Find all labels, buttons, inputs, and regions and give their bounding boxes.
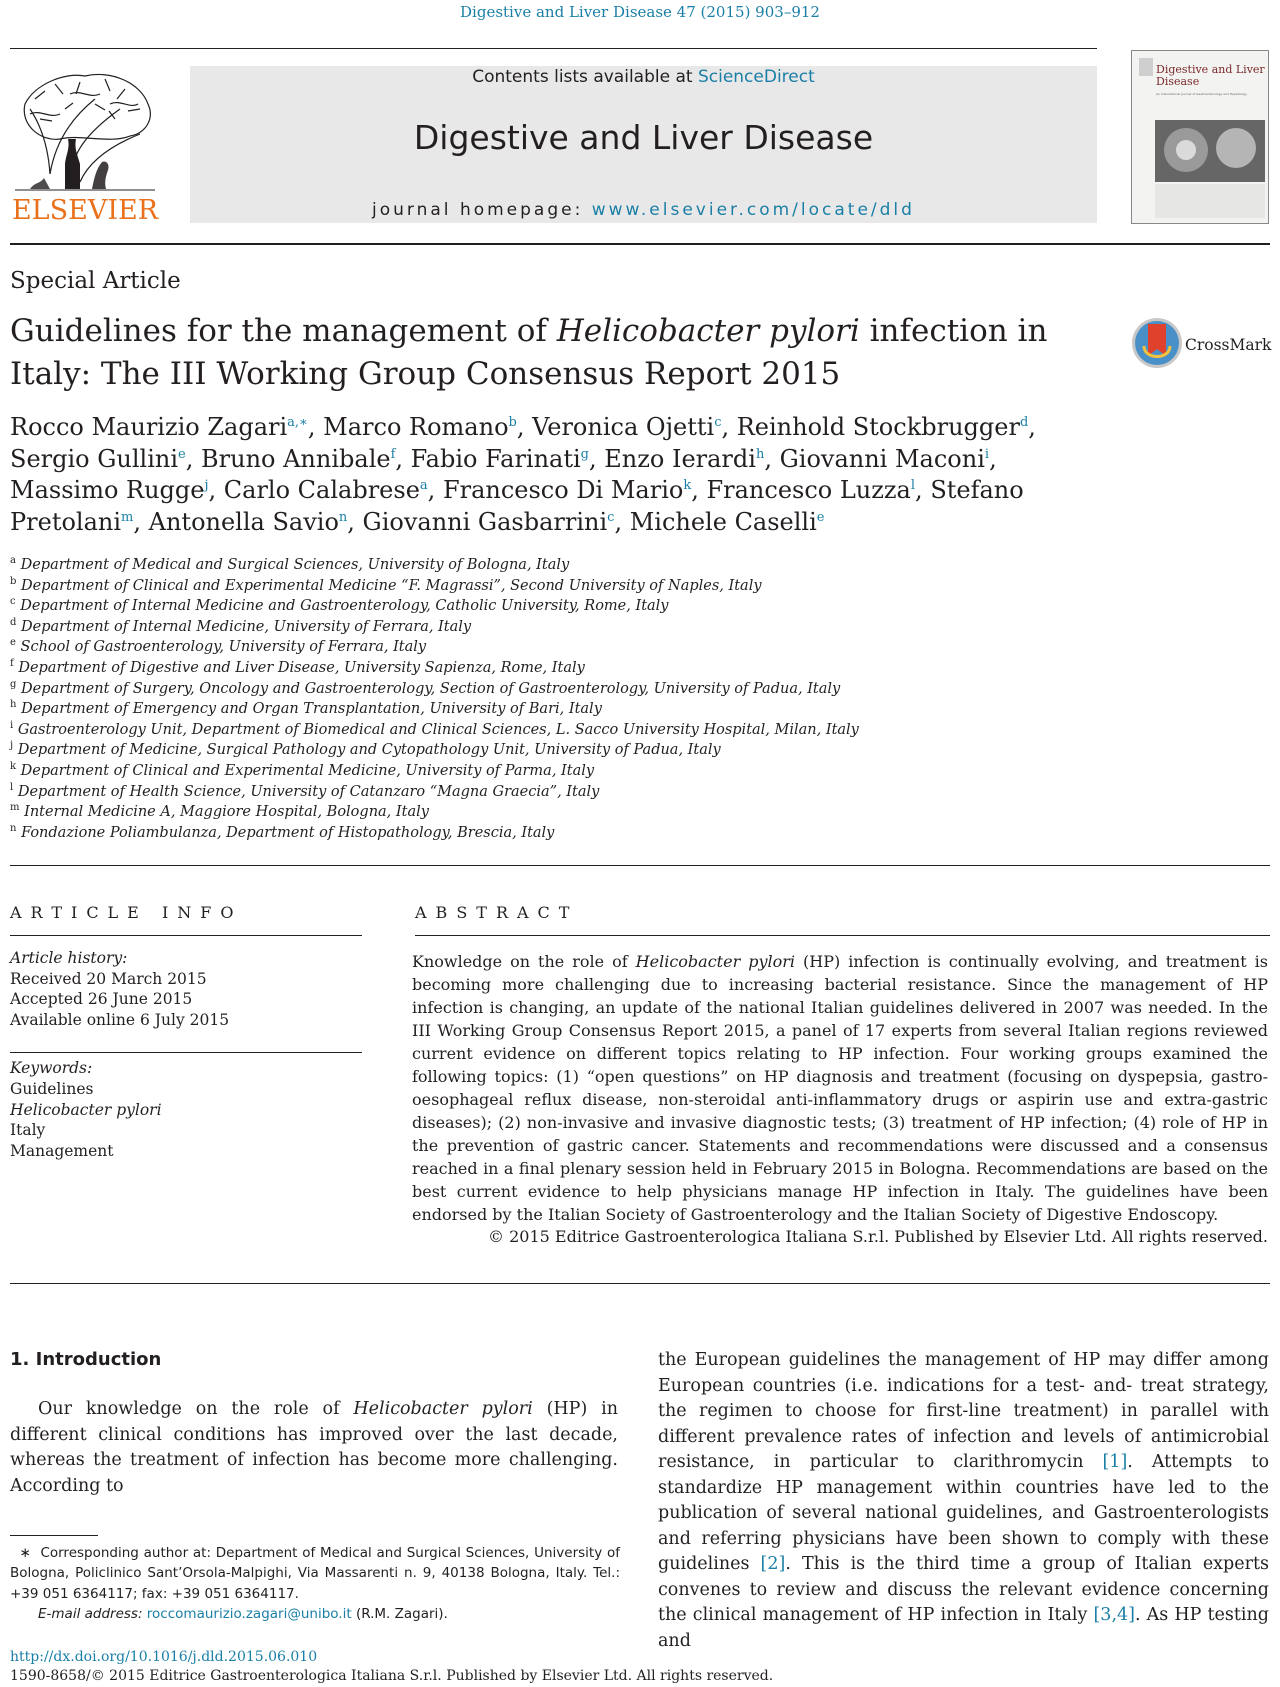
affiliation-text: Department of Medicine, Surgical Pathology and Cytopathology Unit, University of Padua, Italy (17, 742, 721, 759)
accepted-date: Accepted 26 June 2015 (10, 990, 193, 1008)
author-separator: , (395, 444, 411, 473)
author-affiliation-marker[interactable]: l (910, 478, 916, 493)
article-title: Guidelines for the management of Helicobacter pylori infection in Italy: The III Working Group Consensus Report 2015 (10, 313, 1048, 392)
author-separator: , (208, 476, 224, 504)
homepage-line: journal homepage: www.elsevier.com/locate/dld (372, 200, 915, 220)
author-affiliation-marker[interactable]: f (390, 446, 396, 462)
author-affiliation-marker[interactable]: k (683, 478, 692, 493)
sciencedirect-link[interactable]: ScienceDirect (697, 67, 815, 87)
affiliation-text: Internal Medicine A, Maggiore Hospital, Bologna, Italy (24, 804, 429, 821)
footnote-marker: ∗ (19, 1545, 31, 1561)
affiliation-item (10, 720, 1010, 741)
reference-link[interactable]: [1] (1102, 1452, 1128, 1472)
abstract-text: Knowledge on the role of Helicobacter pylori (HP) infection is continually evolving, and treatment is becoming more challenging due to increasing bacterial resistance. Since the management of HP infection is changing, an update of the national Italian guidelines delivered in 2007 was needed. In the III Working Group Consensus Report 2015, a panel of 17 experts from several Italian regions reviewed current evidence on different topics relating to HP infection. Four working groups examined the following topics: (1) “open questions” on HP diagnosis and treatment (focusing on dyspepsia, gastro-oesophageal reflux disease, non-steroidal anti-inflammatory drugs or aspirin use and extra-gastric diseases); (2) non-invasive and invasive diagnostic tests; (3) treatment of HP infection; (4) role of HP in the prevention of gastric cancer. Statements and recommendations were discussed and a consensus reached in a final plenary session held in February 2015 in Bologna. Recommendations are based on the best current evidence to help physicians manage HP infection in Italy. The guidelines have been endorsed by the Italian Society of Gastroenterology and the Italian Society of Digestive Endoscopy. (412, 952, 1268, 1224)
reference-link[interactable]: [2] (760, 1554, 786, 1574)
author-affiliation-marker[interactable]: e (816, 509, 825, 525)
crossmark-label: CrossMark (1185, 336, 1272, 354)
affiliation-text: Department of Clinical and Experimental Medicine “F. Magrassi”, Second University of Naples, Italy (21, 577, 762, 594)
abstract-copyright: © 2015 Editrice Gastroenterologica Italiana S.r.l. Published by Elsevier Ltd. All rights reserved. (488, 1227, 1268, 1246)
author-name[interactable]: Enzo Ierardi (604, 444, 756, 473)
author-affiliation-marker[interactable]: g (580, 446, 589, 462)
crossmark-badge[interactable] (1130, 316, 1275, 371)
affiliation-item (10, 576, 1010, 597)
author-separator: , (589, 444, 605, 473)
affiliation-text: Fondazione Poliambulanza, Department of Histopathology, Brescia, Italy (21, 824, 555, 841)
affiliation-item (10, 823, 1010, 844)
affiliation-key: h (10, 699, 17, 711)
affiliation-item (10, 555, 1010, 576)
affiliation-key: k (10, 761, 17, 773)
author-list (10, 412, 1110, 538)
affiliation-text: Department of Health Science, University of Catanzaro “Magna Graecia”, Italy (17, 783, 600, 800)
keywords-divider (10, 1052, 362, 1053)
author-name[interactable]: Fabio Farinati (410, 444, 581, 473)
author-affiliation-marker[interactable]: d (1019, 415, 1029, 430)
author-affiliation-marker[interactable]: n (338, 509, 348, 525)
article-info-heading: ARTICLE INFO (10, 903, 243, 922)
keyword: Guidelines (10, 1079, 94, 1098)
author-affiliation-marker[interactable]: j (204, 478, 209, 493)
affiliation-key: a (10, 555, 16, 567)
introduction-heading: 1. Introduction (10, 1349, 162, 1370)
author-affiliation-marker[interactable]: e (178, 446, 186, 462)
author-affiliation-marker[interactable]: c (607, 509, 615, 525)
journal-citation[interactable]: Digestive and Liver Disease 47 (2015) 903–912 (460, 3, 820, 21)
author-name[interactable]: Stefano Pretolani (10, 476, 1024, 536)
affiliation-key: c (10, 596, 16, 608)
article-history: Article history: Received 20 March 2015 Accepted 26 June 2015 Available online 6 July 2015 (10, 948, 330, 1030)
author-affiliation-marker[interactable]: c (714, 415, 722, 430)
affiliation-item (10, 679, 1010, 700)
author-name[interactable]: Sergio Gullini (10, 444, 179, 473)
author-name[interactable]: Bruno Annibale (201, 444, 391, 473)
affiliation-item (10, 596, 1010, 617)
reference-link[interactable]: [3,4] (1093, 1605, 1135, 1625)
author-separator: , (185, 444, 201, 473)
affiliation-key: g (10, 678, 17, 690)
cover-subtitle: An International Journal of Gastroenterology and Hepatology (1156, 92, 1247, 96)
affiliation-list (10, 555, 1010, 843)
affiliation-item (10, 658, 1010, 679)
affiliation-item (10, 802, 1010, 823)
affiliation-key: m (10, 802, 20, 814)
affiliation-text: Department of Internal Medicine and Gastroenterology, Catholic University, Rome, Italy (20, 598, 669, 615)
cover-title: Digestive and Liver Disease (1156, 64, 1265, 88)
affiliation-key: e (10, 637, 16, 649)
received-date: Received 20 March 2015 (10, 969, 207, 988)
author-affiliation-marker[interactable]: b (508, 415, 517, 430)
keyword: Italy (10, 1121, 46, 1140)
author-separator: , (1028, 413, 1036, 441)
affiliation-key: f (10, 658, 14, 670)
author-name[interactable]: Veronica Ojetti (532, 413, 715, 441)
introduction-column-2: the European guidelines the management of HP may differ among European countries (i.e. indications for a test- and- treat strategy, the regimen to choose for first-line treatment) in parallel with different prevalence rates of infection and levels of antimicrobial resistance, in particular to clarithromycin [1]. Attempts to standardize HP management within countries have led to the publication of several national guidelines, and Gastroenterologists and referring physicians have been shown to comply with these guidelines [2]. This is the third time a group of Italian experts convenes to review and discuss the relevant evidence concerning the clinical management of HP infection in Italy [3,4]. As HP testing and (658, 1350, 1269, 1651)
author-separator: , (427, 476, 443, 504)
affiliation-item (10, 699, 1010, 720)
affiliation-key: b (10, 575, 17, 587)
author-separator: , (307, 413, 324, 441)
author-separator: , (516, 413, 533, 441)
affiliation-key: n (10, 822, 17, 834)
author-separator: , (133, 507, 149, 536)
contents-line: Contents lists available at ScienceDirect (472, 67, 815, 87)
author-affiliation-marker[interactable]: i (984, 446, 990, 462)
author-separator: , (915, 476, 931, 504)
author-name[interactable]: Giovanni Gasbarrini (362, 507, 608, 536)
affiliation-text: School of Gastroenterology, University of Ferrara, Italy (20, 639, 427, 656)
affiliation-item (10, 637, 1010, 658)
affiliation-key: d (10, 616, 17, 628)
author-affiliation-marker[interactable]: a,∗ (287, 415, 308, 430)
article-type: Special Article (10, 268, 181, 294)
author-affiliation-marker[interactable]: m (121, 509, 134, 525)
affiliation-item (10, 761, 1010, 782)
keyword: Helicobacter pylori (10, 1100, 162, 1119)
affiliation-text: Department of Clinical and Experimental Medicine, University of Parma, Italy (20, 762, 595, 779)
affiliation-text: Department of Surgery, Oncology and Gastroenterology, Section of Gastroenterology, University of Padua, Italy (21, 680, 841, 697)
affiliation-item (10, 617, 1010, 638)
author-name[interactable]: Marco Romano (323, 413, 509, 441)
abstract-divider (415, 935, 1270, 936)
section-divider (10, 865, 1270, 866)
affiliation-key: j (10, 740, 14, 752)
article-info-divider (10, 935, 362, 936)
author-affiliation-marker[interactable]: a (419, 478, 428, 493)
author-separator: , (721, 413, 737, 441)
author-name[interactable]: Massimo Rugge (10, 476, 205, 504)
affiliation-text: Department of Digestive and Liver Disease, University Sapienza, Rome, Italy (18, 659, 585, 676)
elsevier-logo[interactable] (10, 64, 160, 224)
author-name[interactable]: Rocco Maurizio Zagari (10, 413, 288, 441)
affiliation-item (10, 740, 1010, 761)
available-date: Available online 6 July 2015 (10, 1010, 230, 1029)
author-name[interactable]: Francesco Di Mario (442, 476, 684, 504)
section-divider (10, 1283, 1270, 1284)
author-name[interactable]: Giovanni Maconi (779, 444, 985, 473)
corresponding-author-footnote: ∗ Corresponding author at: Department of Medical and Surgical Sciences, University of Bologna, Policlinico Sant’Orsola-Malpighi, Via Massarenti n. 9, 40138 Bologna, Italy. Tel.: +39 051 6364117; fax: +39 051 6364117. E-mail address: roccomaurizio.zagari@unibo.it (R.M. Zagari). (10, 1545, 621, 1622)
abstract-heading: ABSTRACT (415, 903, 579, 922)
header-divider-bottom (10, 243, 1270, 245)
author-separator: , (347, 507, 363, 536)
journal-cover-thumbnail[interactable] (1131, 50, 1269, 224)
keyword: Management (10, 1142, 114, 1161)
author-name[interactable]: Carlo Calabrese (223, 476, 420, 504)
svg-text:ELSEVIER: ELSEVIER (11, 195, 159, 224)
footnote-divider (10, 1535, 98, 1536)
header-divider-top (10, 48, 1097, 49)
author-separator: , (614, 507, 630, 536)
author-affiliation-marker[interactable]: h (755, 446, 765, 462)
affiliation-text: Department of Emergency and Organ Transplantation, University of Bari, Italy (21, 701, 602, 718)
author-separator: , (691, 476, 707, 504)
introduction-column-1: Our knowledge on the role of Helicobacter pylori (HP) in different clinical conditions has improved over the last decade, whereas the treatment of infection has become more challenging. According to (10, 1399, 618, 1496)
author-name[interactable]: Reinhold Stockbrugger (736, 413, 1020, 441)
doi-link[interactable]: http://dx.doi.org/10.1016/j.dld.2015.06.010 (10, 1649, 318, 1665)
author-separator: , (989, 444, 997, 473)
affiliation-key: i (10, 719, 14, 731)
issn-copyright: 1590-8658/© 2015 Editrice Gastroenterologica Italiana S.r.l. Published by Elsevier Ltd. All rights reserved. (10, 1668, 774, 1684)
affiliation-item (10, 782, 1010, 803)
affiliation-key: l (10, 781, 14, 793)
author-name[interactable]: Francesco Luzza (706, 476, 911, 504)
keywords-block: Keywords: Guidelines Helicobacter pylori Italy Management (10, 1058, 330, 1162)
author-email-link[interactable]: roccomaurizio.zagari@unibo.it (146, 1605, 352, 1622)
author-name[interactable]: Michele Caselli (629, 507, 817, 536)
author-name[interactable]: Antonella Savio (148, 507, 339, 536)
affiliation-text: Department of Internal Medicine, University of Ferrara, Italy (21, 618, 472, 635)
journal-homepage-link[interactable]: www.elsevier.com/locate/dld (591, 200, 915, 220)
author-separator: , (764, 444, 780, 473)
affiliation-text: Gastroenterology Unit, Department of Biomedical and Clinical Sciences, L. Sacco University Hospital, Milan, Italy (17, 721, 859, 738)
affiliation-text: Department of Medical and Surgical Sciences, University of Bologna, Italy (20, 557, 570, 573)
journal-name: Digestive and Liver Disease (413, 118, 874, 157)
